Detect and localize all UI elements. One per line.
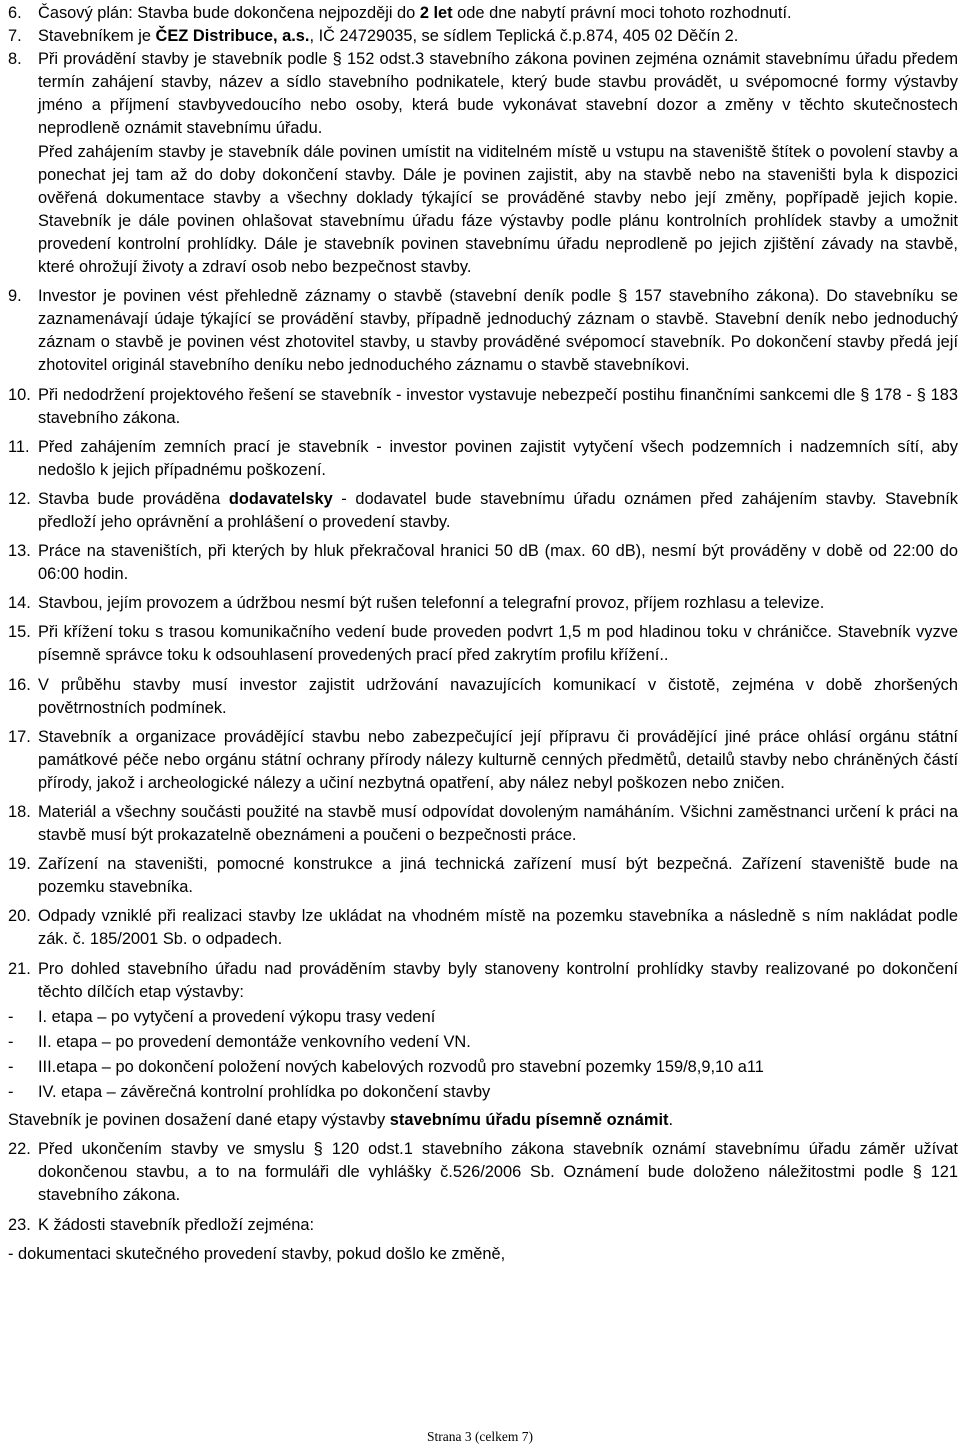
item-text: Investor je povinen vést přehledně záznamy o stavbě (stavební deník podle § 157 stavebního zákona). Do stavebníku se zaznamenávají údaje týkající se provádění stavby, případně jednoduchý záznam o stavbě. Stavební deník nebo jednoduchý záznam o stavbě je povinen vést zhotovitel stavby, u stavby prováděné svépomocí stavebník. Po dokončení stavby předá její zhotovitel originál stavebního deníku nebo jednoduchého záznamu o stavbě stavebníkovi. xyxy=(38,287,958,375)
page-footer: Strana 3 (celkem 7) xyxy=(426,1429,534,1444)
item-number: 23. xyxy=(8,1215,31,1234)
item-text xyxy=(38,25,958,48)
item-text: Před ukončením stavby ve smyslu § 120 odst.1 stavebního zákona stavebník oznámí stavebnímu úřadu záměr užívat dokončenou stavbu, a to na formuláři dle vyhlášky č.526/2006 Sb. Oznámení bude doloženo náležitostmi podle § 121 stavebního zákona. xyxy=(38,1140,958,1205)
stage-dash: - xyxy=(8,1083,14,1102)
item-text: V průběhu stavby musí investor zajistit udržování navazujících komunikací v čistotě, zejména v době zhoršených povětrnostních podmínek. xyxy=(38,675,958,717)
text-run: Před zahájením stavby je stavebník dále povinen umístit na viditelném místě u vstupu na staveniště štítek o povolení stavby a ponechat jej tam až do doby dokončení stavby. Dále je povinen zajistit, aby na stavbě nebo na staveništi byla k dispozici ověřená dokumentace stavby a všechny doklady týkající se prováděné stavby nebo její změny, popřípadě jejich kopie. Stavebník je dále povinen ohlašovat stavebnímu úřadu fáze výstavby podle plánu kontrolních prohlídek stavby a umožnit provedení kontrolní prohlídky. Dále je stavebník povinen stavebnímu úřadu neprodleně po jejich zjištění závady na stavbě, které ohrožují životy a zdraví osob nebo bezpečnost stavby. xyxy=(38,142,958,277)
condition-13 xyxy=(8,540,958,586)
item-text xyxy=(38,48,958,279)
condition-12 xyxy=(8,488,958,534)
item-number: 22. xyxy=(8,1140,31,1159)
text-run: ode dne nabytí právní moci tohoto rozhodnutí. xyxy=(452,4,792,22)
item-number: 12. xyxy=(8,489,31,508)
condition-8 xyxy=(8,48,958,279)
condition-6 xyxy=(8,2,958,25)
item-number: 20. xyxy=(8,907,31,926)
item-number: 17. xyxy=(8,727,31,746)
item-text: Materiál a všechny součásti použité na stavbě musí odpovídat dovoleným namáháním. Všichni zaměstnanci určení k práci na stavbě musí být prokazatelně obeznámeni a poučeni o bezpečnosti práce. xyxy=(38,803,958,845)
condition-16 xyxy=(8,674,958,720)
stage-note xyxy=(8,1109,958,1132)
condition-21 xyxy=(8,958,958,1004)
item-text: Stavbou, jejím provozem a údržbou nesmí být rušen telefonní a telegrafní provoz, příjem rozhlasu a televize. xyxy=(38,594,825,613)
stage-text: IV. etapa – závěrečná kontrolní prohlídka po dokončení stavby xyxy=(38,1083,491,1102)
condition-10 xyxy=(8,384,958,430)
item-text: Stavebník a organizace provádějící stavbu nebo zabezpečující její přípravu či provádějící jiné práce ohlásí orgánu státní památkové péče nebo orgánu státní ochrany přírody nálezy kulturně cenných předmětů, detailů stavby nebo chráněných částí přírody, jakož i archeologické nálezy a učiní nezbytná opatření, aby nález nebyl poškozen nebo zničen. xyxy=(38,727,958,792)
text-run: Při provádění stavby je stavebník podle § 152 odst.3 stavebního zákona povinen zejména oznámit stavebnímu úřadu předem termín zahájení stavby, název a sídlo stavebního podnikatele, který bude stavbu provádět, u svépomocné formy výstavby jméno a příjmení stavbyvedoucího nebo osoby, která bude vykonávat stavební dozor a změny v těchto skutečnostech neprodleně oznámit stavebnímu úřadu. xyxy=(38,50,958,138)
condition-11 xyxy=(8,436,958,482)
document-body xyxy=(8,2,958,1266)
stage-text: III.etapa – po dokončení položení nových kabelových rozvodů pro stavební pozemky 159/8,9,10 a11 xyxy=(38,1057,764,1076)
condition-17 xyxy=(8,726,958,795)
item-text xyxy=(38,2,958,25)
stage-dash: - xyxy=(8,1057,14,1076)
text-run: . xyxy=(668,1111,674,1130)
condition-15 xyxy=(8,621,958,667)
condition-19 xyxy=(8,853,958,899)
text-run: Stavba bude prováděna xyxy=(38,489,229,508)
item-text: Před zahájením zemních prací je stavebník - investor povinen zajistit vytyčení všech podzemních i nadzemních sítí, aby nedošlo k jejich případnému poškození. xyxy=(38,437,958,479)
item-number: 15. xyxy=(8,623,31,642)
document-list-line: - dokumentaci skutečného provedení stavby, pokud došlo ke změně, xyxy=(8,1244,506,1263)
bold-run: dodavatelsky xyxy=(228,489,333,508)
item-text: Při nedodržení projektového řešení se stavebník - investor vystavuje nebezpečí postihu finančními sankcemi dle § 178 - § 183 stavebního zákona. xyxy=(38,385,958,427)
item-number: 6. xyxy=(8,4,22,22)
condition-9 xyxy=(8,285,958,377)
bold-run: stavebnímu úřadu písemně oznámit xyxy=(389,1111,669,1130)
text-run: Stavebníkem je xyxy=(38,27,156,46)
bold-run: 2 let xyxy=(419,4,453,22)
item-text: Práce na staveništích, při kterých by hluk překračoval hranici 50 dB (max. 60 dB), nesmí být prováděny v době od 22:00 do 06:00 hodin. xyxy=(38,542,958,584)
item-number: 21. xyxy=(8,959,31,978)
condition-18 xyxy=(8,801,958,847)
item-text: K žádosti stavebník předloží zejména: xyxy=(38,1215,315,1234)
text-run: , IČ 24729035, se sídlem Teplická č.p.874, 405 02 Děčín 2. xyxy=(309,27,739,46)
item-text: Odpady vzniklé při realizaci stavby lze ukládat na vhodném místě na pozemku stavebníka a následně s ním nakládat podle zák. č. 185/2001 Sb. o odpadech. xyxy=(38,907,958,949)
item-number: 7. xyxy=(8,27,22,46)
stage-text: II. etapa – po provedení demontáže venkovního vedení VN. xyxy=(38,1032,471,1051)
item-text: Pro dohled stavebního úřadu nad prováděním stavby byly stanoveny kontrolní prohlídky stavby realizované po dokončení těchto dílčích etap výstavby: xyxy=(38,959,958,1001)
stage-dash: - xyxy=(8,1032,14,1051)
item-number: 8. xyxy=(8,50,22,69)
condition-7 xyxy=(8,25,958,48)
item-number: 16. xyxy=(8,675,31,694)
stage-text: I. etapa – po vytyčení a provedení výkopu trasy vedení xyxy=(38,1007,436,1026)
stage-item xyxy=(8,1081,958,1104)
item-text xyxy=(38,488,958,534)
item-text: Zařízení na staveništi, pomocné konstrukce a jiná technická zařízení musí být bezpečná. Zařízení staveniště bude na pozemku stavebníka. xyxy=(38,855,958,897)
stage-item xyxy=(8,1056,958,1079)
condition-14 xyxy=(8,592,958,615)
stage-item xyxy=(8,1006,958,1029)
item-number: 14. xyxy=(8,594,31,613)
stage-dash: - xyxy=(8,1007,14,1026)
text-run: Časový plán: Stavba bude dokončena nejpozději do xyxy=(38,4,420,22)
item-number: 11. xyxy=(8,437,30,456)
text-run: - dodavatel bude stavebnímu úřadu oznámen před zahájením stavby. Stavebník předloží jeho oprávnění a prohlášení o provedení stavby. xyxy=(38,489,959,531)
condition-22 xyxy=(8,1138,958,1207)
item-number: 10. xyxy=(8,385,31,404)
condition-20 xyxy=(8,905,958,951)
condition-23 xyxy=(8,1214,958,1237)
item-number: 13. xyxy=(8,542,31,561)
item-number: 19. xyxy=(8,855,31,874)
item-text: Při křížení toku s trasou komunikačního vedení bude proveden podvrt 1,5 m pod hladinou toku v chráničce. Stavebník vyzve písemně správce toku k odsouhlasení provedených prací před zakrytím profilu křížení.. xyxy=(38,623,958,665)
stage-item xyxy=(8,1031,958,1054)
text-run: Stavebník je povinen dosažení dané etapy výstavby xyxy=(8,1111,390,1130)
item-number: 18. xyxy=(8,803,31,821)
bold-run: ČEZ Distribuce, a.s. xyxy=(155,27,310,46)
item-number: 9. xyxy=(8,287,22,306)
